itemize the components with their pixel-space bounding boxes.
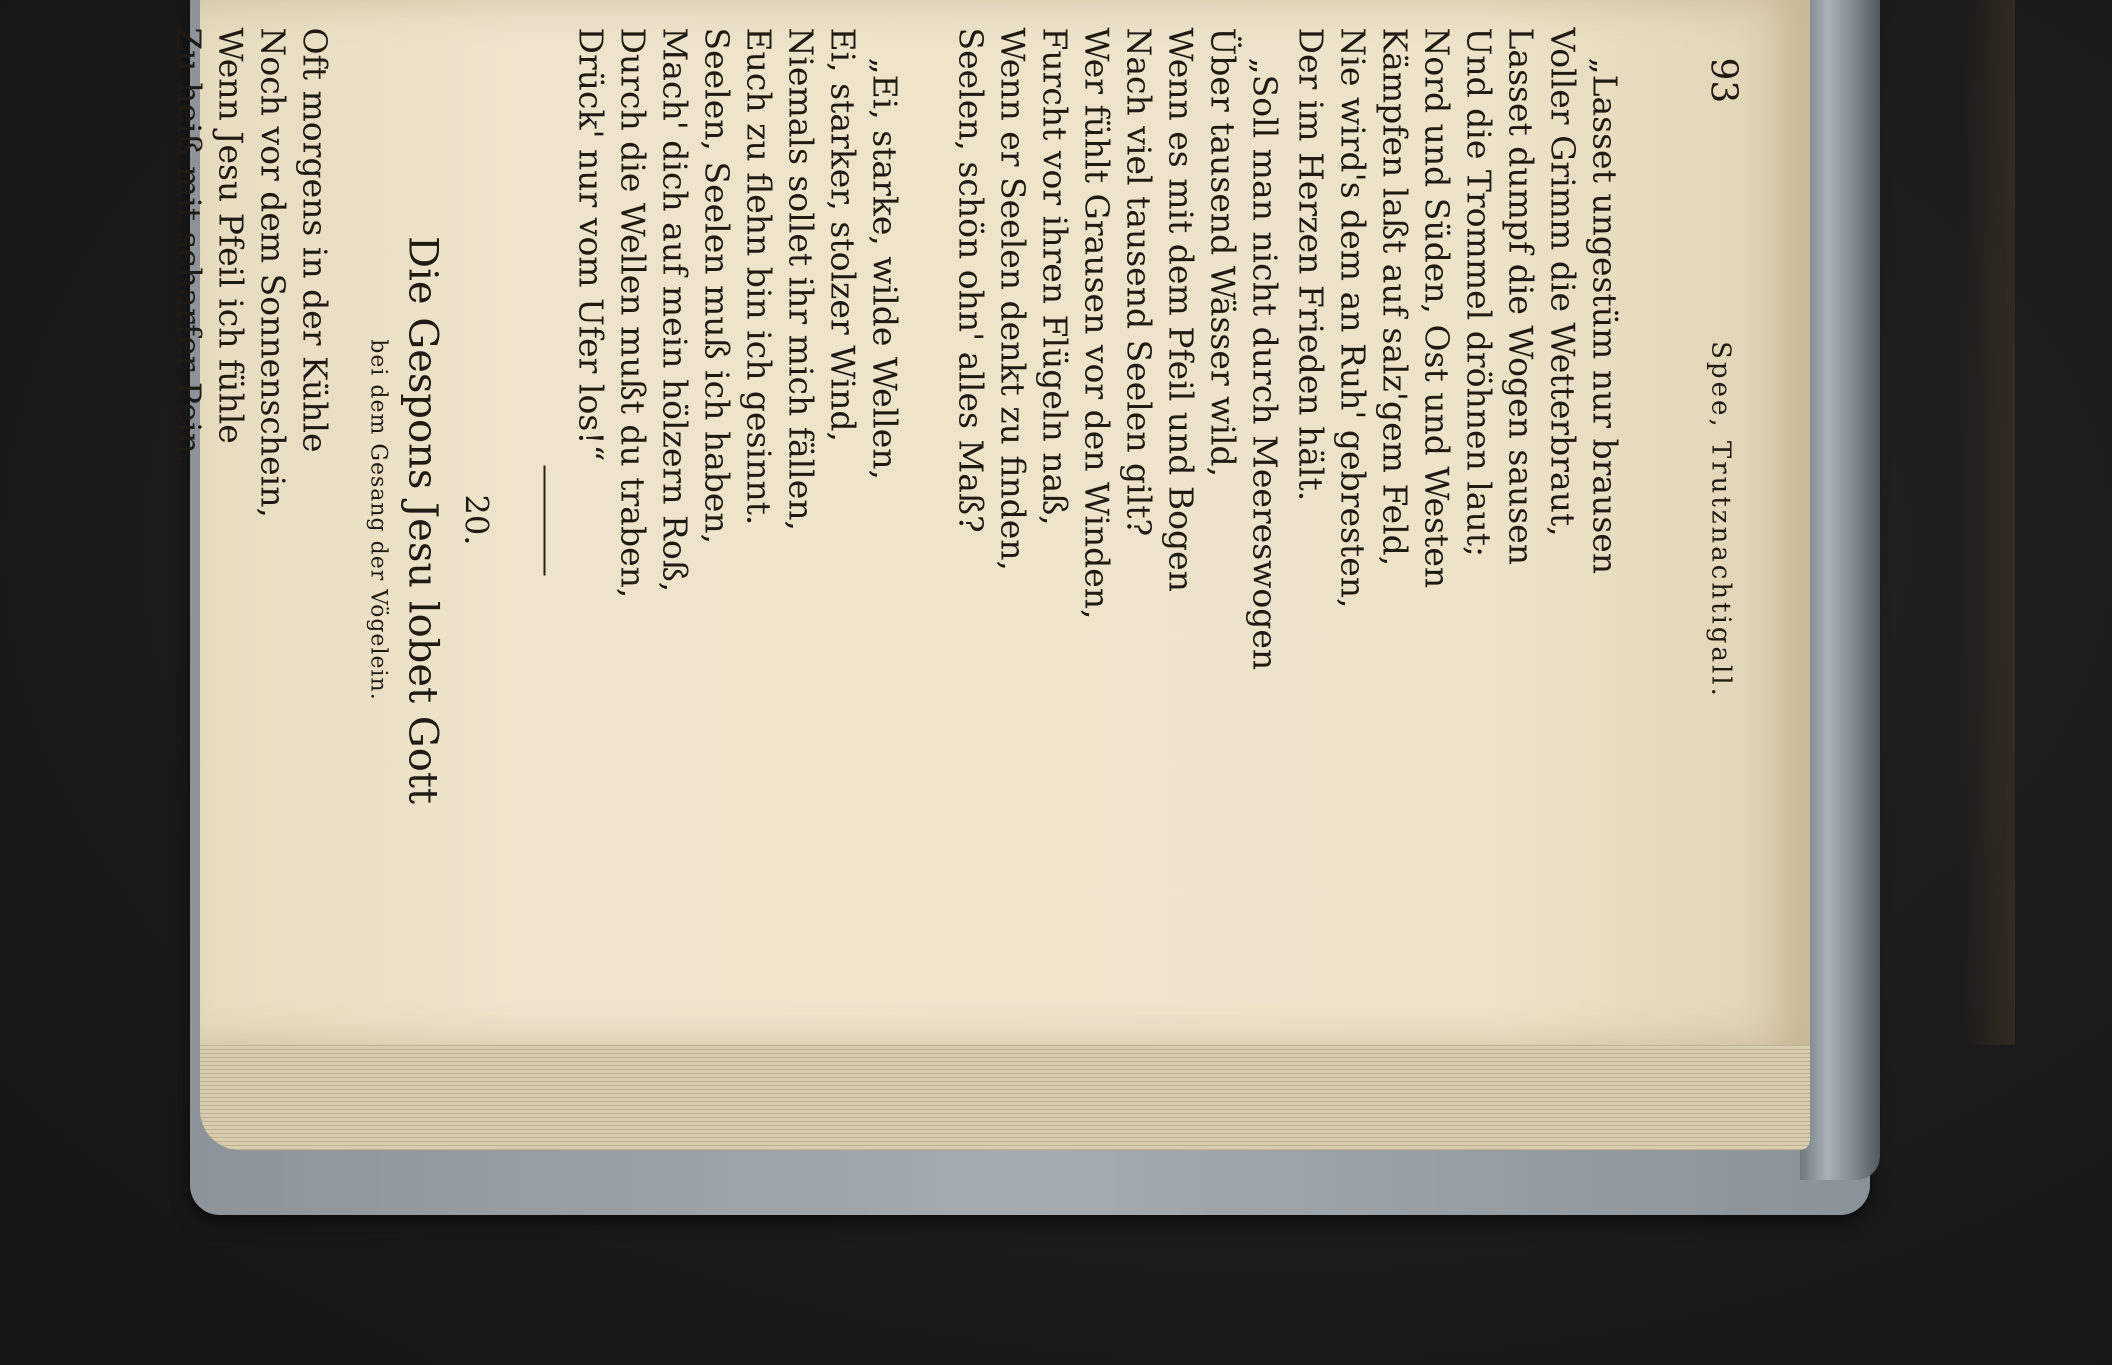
stanza-4: [168, 0, 336, 1043]
verse-line: Durch die Wellen mußt du traben,: [613, 27, 653, 599]
verse-line: Nach viel tausend Seelen gilt?: [1119, 27, 1159, 537]
section-divider: [544, 465, 546, 575]
verse-line: Nord und Süden, Ost und Westen: [1417, 27, 1457, 589]
page-edges: [200, 1030, 1810, 1150]
page-gutter-shadow: [1960, 0, 2015, 1045]
verse-line: Und die Trommel dröhnen laut;: [1459, 27, 1499, 558]
verse-line: Seelen, Seelen muß ich haben,: [697, 27, 737, 545]
page-text-block: [169, 0, 1776, 1043]
stanza-1: [1290, 0, 1626, 1043]
verse-line: Voller Grimm die Wetterbraut,: [1543, 27, 1583, 537]
verse-line: Wenn es mit dem Pfeil und Bogen: [1161, 27, 1201, 592]
verse-line: Lasset dumpf die Wogen sausen: [1501, 27, 1541, 565]
page-header: [1676, 0, 1744, 1043]
verse-line: Drück' nur vom Ufer los!“: [571, 27, 611, 462]
verse-line: Zu heiß mit scharfer Pein,: [169, 27, 209, 465]
verse-line: Der im Herzen Frieden hält.: [1291, 27, 1331, 502]
book-spine: [1800, 0, 1880, 1180]
poem-subtitle: bei dem Gesang der Vögelein.: [365, 339, 391, 701]
verse-line: Seelen, schön ohn' alles Maß?: [951, 27, 991, 533]
verse-line: Noch vor dem Sonnenschein,: [253, 27, 293, 518]
verse-line: Mach' dich auf mein hölzern Roß,: [655, 27, 695, 593]
poem-number: 20.: [457, 494, 496, 546]
verse-line: „Ei, starke, wilde Wellen,: [865, 57, 905, 481]
stanza-2: [950, 0, 1286, 1043]
verse-line: Euch zu flehn bin ich gesinnt.: [739, 27, 779, 526]
page-number: 93: [1702, 57, 1744, 104]
poem-title: Die Gespons Jesu lobet Gott: [399, 236, 446, 804]
verse-line: Furcht vor ihren Flügeln naß,: [1035, 27, 1075, 526]
verse-line: Niemals sollet ihr mich fällen,: [781, 27, 821, 532]
running-head: Spee, Trutznachtigall.: [1705, 341, 1736, 699]
verse-line: Kämpfen laßt auf salz'gem Feld,: [1375, 27, 1415, 567]
verse-line: Wer fühlt Grausen vor den Winden,: [1077, 27, 1117, 620]
verse-line: Nie wird's dem an Ruh' gebresten,: [1333, 27, 1373, 609]
verse-line: Wenn er Seelen denkt zu finden,: [993, 27, 1033, 571]
stanza-3: [570, 0, 906, 1043]
verse-line: Ei, starker, stolzer Wind,: [823, 27, 863, 442]
verse-line: Wenn Jesu Pfeil ich fühle: [211, 27, 251, 444]
verse-line: Oft morgens in der Kühle: [295, 27, 335, 453]
verse-line: „Soll man nicht durch Meereswogen: [1245, 57, 1285, 671]
verse-line: Über tausend Wässer wild,: [1203, 27, 1243, 478]
verse-line: „Lasset ungestüm nur brausen: [1585, 57, 1625, 575]
